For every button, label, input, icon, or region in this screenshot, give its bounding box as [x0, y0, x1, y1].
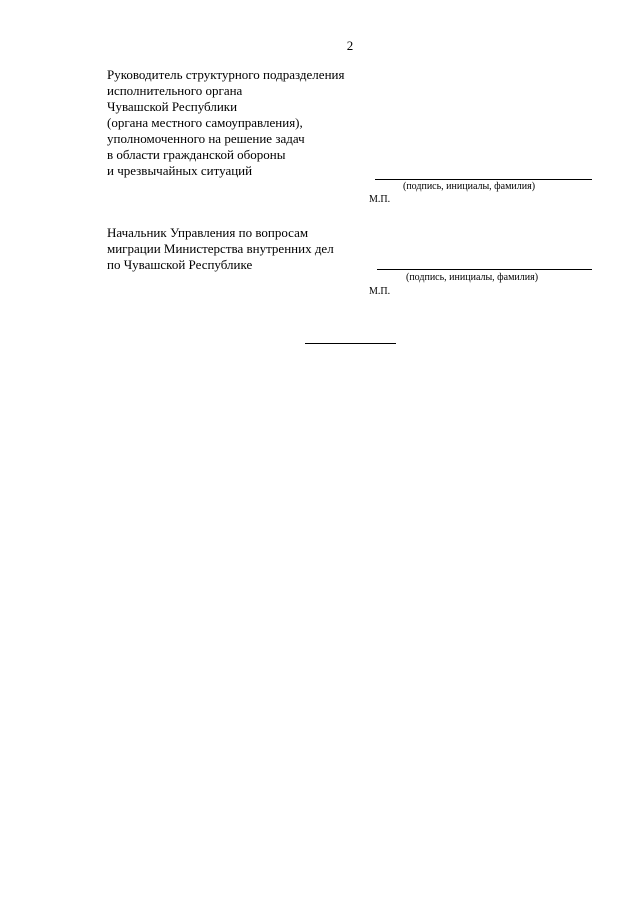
- signatory-1-signature-caption: (подпись, инициалы, фамилия): [403, 181, 536, 192]
- signatory-2-title-line: Начальник Управления по вопросам: [107, 225, 309, 240]
- signatory-1-title-line: Чувашской Республики: [107, 99, 238, 114]
- signatory-1-title-line: исполнительного органа: [107, 83, 243, 98]
- signatory-1-signature-line: [375, 179, 592, 180]
- signatory-1-title-line: и чрезвычайных ситуаций: [107, 163, 253, 178]
- signatory-1-title-line: уполномоченного на решение задач: [107, 131, 305, 146]
- signatory-2-title: [107, 225, 334, 273]
- signatory-1-title: [107, 67, 344, 179]
- page-number: 2: [346, 38, 354, 53]
- signatory-2-signature-caption: (подпись, инициалы, фамилия): [406, 272, 539, 283]
- signatory-1-title-line: Руководитель структурного подразделения: [107, 67, 345, 82]
- signatory-2-title-line: миграции Министерства внутренних дел: [107, 241, 334, 256]
- signatory-1-title-line: (органа местного самоуправления),: [107, 115, 303, 130]
- signatory-1-title-line: в области гражданской обороны: [107, 147, 286, 162]
- signatory-2-stamp-label: М.П.: [369, 286, 391, 297]
- signatory-2-signature-line: [377, 269, 592, 270]
- signatory-1-stamp-label: М.П.: [369, 194, 391, 205]
- signatory-2-title-line: по Чувашской Республике: [107, 257, 253, 272]
- end-of-document-line: [305, 343, 396, 344]
